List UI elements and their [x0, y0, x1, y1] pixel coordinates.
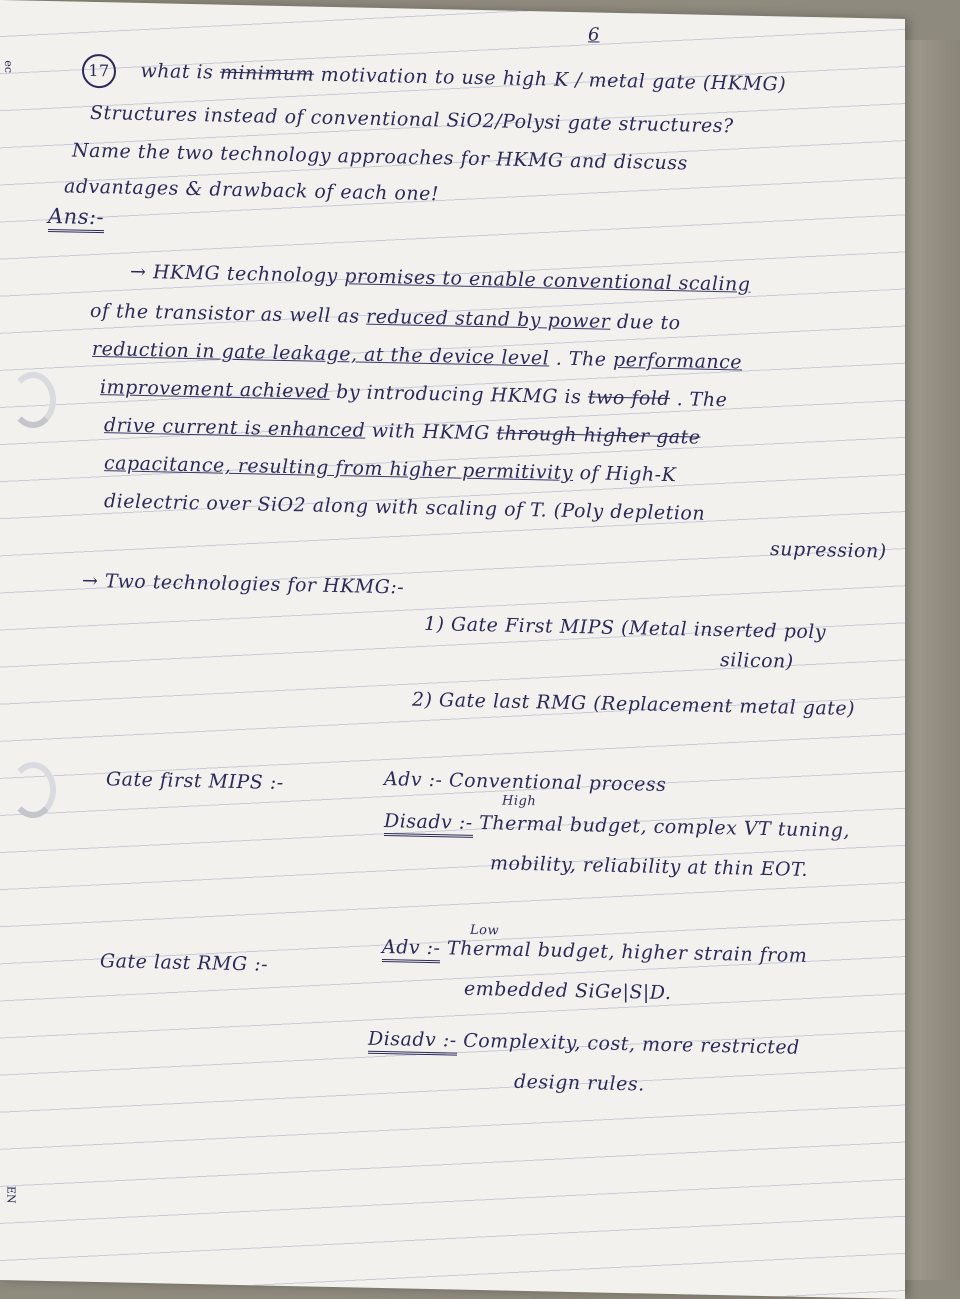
question-line-1-pre: what is: [140, 59, 214, 84]
gate-first-disadv-line-2: mobility, reliability at thin EOT.: [490, 852, 808, 881]
answer-line-2-c: due to: [616, 310, 681, 335]
answer-line-3-a: reduction in gate leakage, at the device level: [92, 337, 550, 370]
gate-first-label: Gate first MIPS :-: [106, 768, 284, 794]
answer-label: [48, 203, 104, 230]
answer-line-4-d: . The: [676, 388, 728, 412]
gate-last-adv-line-1: Thermal budget, higher strain from: [447, 937, 808, 967]
answer-line-6-b: of High-K: [579, 462, 677, 487]
margin-mark-bottom: EN: [4, 1185, 18, 1204]
answer-line-2-a: of the transistor as well as: [90, 299, 360, 328]
answer-line-6: [104, 450, 676, 488]
answer-line-6-a: capacitance, resulting from higher permitivity: [104, 452, 574, 485]
answer-line-2-b: reduced stand by power: [366, 305, 611, 333]
answer-line-1: [130, 259, 750, 298]
answer-line-4-a: improvement achieved: [100, 376, 330, 403]
gate-last-disadv: [368, 1026, 800, 1061]
gate-last-adv-note: Low: [470, 922, 500, 939]
technology-item-2: 2) Gate last RMG (Replacement metal gate): [412, 688, 855, 720]
answer-line-8: supression): [770, 538, 887, 563]
answer-line-5-c: through higher gate: [496, 422, 701, 449]
page-number: 6: [588, 24, 600, 46]
answer-line-5-b: with HKMG: [371, 419, 490, 445]
technology-item-1-cont: silicon): [720, 649, 794, 673]
answer-line-5: [104, 412, 701, 450]
answer-line-1-b: promises to enable conventional scaling: [344, 265, 751, 296]
gate-last-disadv-line-1: Complexity, cost, more restricted: [463, 1029, 800, 1059]
question-line-1: [82, 54, 786, 103]
gate-last-adv-label: Adv :-: [382, 936, 440, 963]
gate-last-adv: [382, 934, 807, 969]
technology-item-1: 1) Gate First MIPS (Metal inserted poly: [424, 612, 827, 644]
gate-first-disadv: [384, 808, 850, 844]
gate-first-disadv-label: Disadv :-: [384, 810, 473, 838]
answer-label-text: Ans:-: [48, 204, 104, 233]
gate-first-adv-label: Adv :-: [384, 768, 443, 792]
question-line-2: Structures instead of conventional SiO2/Polysi gate structures?: [90, 101, 734, 138]
answer-line-5-a: drive current is enhanced: [104, 414, 366, 442]
answer-line-3-c: performance: [613, 348, 743, 374]
question-number: 17: [82, 54, 116, 89]
answer-line-4-b: by introducing HKMG is: [336, 381, 582, 409]
answer-line-2: [90, 298, 681, 336]
gate-last-disadv-label: Disadv :-: [368, 1028, 457, 1056]
gate-first-disadv-line-1: Thermal budget, complex VT tuning,: [479, 812, 850, 842]
question-struck-word: minimum: [219, 61, 315, 86]
gate-first-adv-text: Conventional process: [449, 769, 667, 796]
gate-last-adv-line-2: embedded SiGe|S|D.: [464, 977, 672, 1005]
margin-mark-top: ec: [1, 60, 15, 74]
binder-ring-top: [10, 372, 56, 428]
answer-line-3: [92, 336, 742, 376]
gate-last-label: Gate last RMG :-: [100, 950, 269, 976]
gate-last-disadv-line-2: design rules.: [514, 1070, 645, 1096]
technologies-heading: → Two technologies for HKMG:-: [82, 569, 405, 599]
answer-line-4-c: two fold: [587, 386, 671, 411]
question-line-3: Name the two technology approaches for HKMG and discuss: [72, 139, 688, 175]
answer-line-1-a: → HKMG technology: [130, 260, 338, 288]
binder-ring-bottom: [10, 762, 56, 818]
answer-line-7: dielectric over SiO2 along with scaling of T. (Poly depletion: [104, 490, 706, 525]
question-line-4: advantages & drawback of each one!: [64, 175, 439, 206]
question-line-1-post: motivation to use high K / metal gate (HKMG): [320, 63, 787, 96]
answer-line-4: [100, 374, 727, 413]
answer-line-3-b: . The: [555, 347, 607, 371]
gate-first-disadv-note: High: [502, 793, 537, 810]
